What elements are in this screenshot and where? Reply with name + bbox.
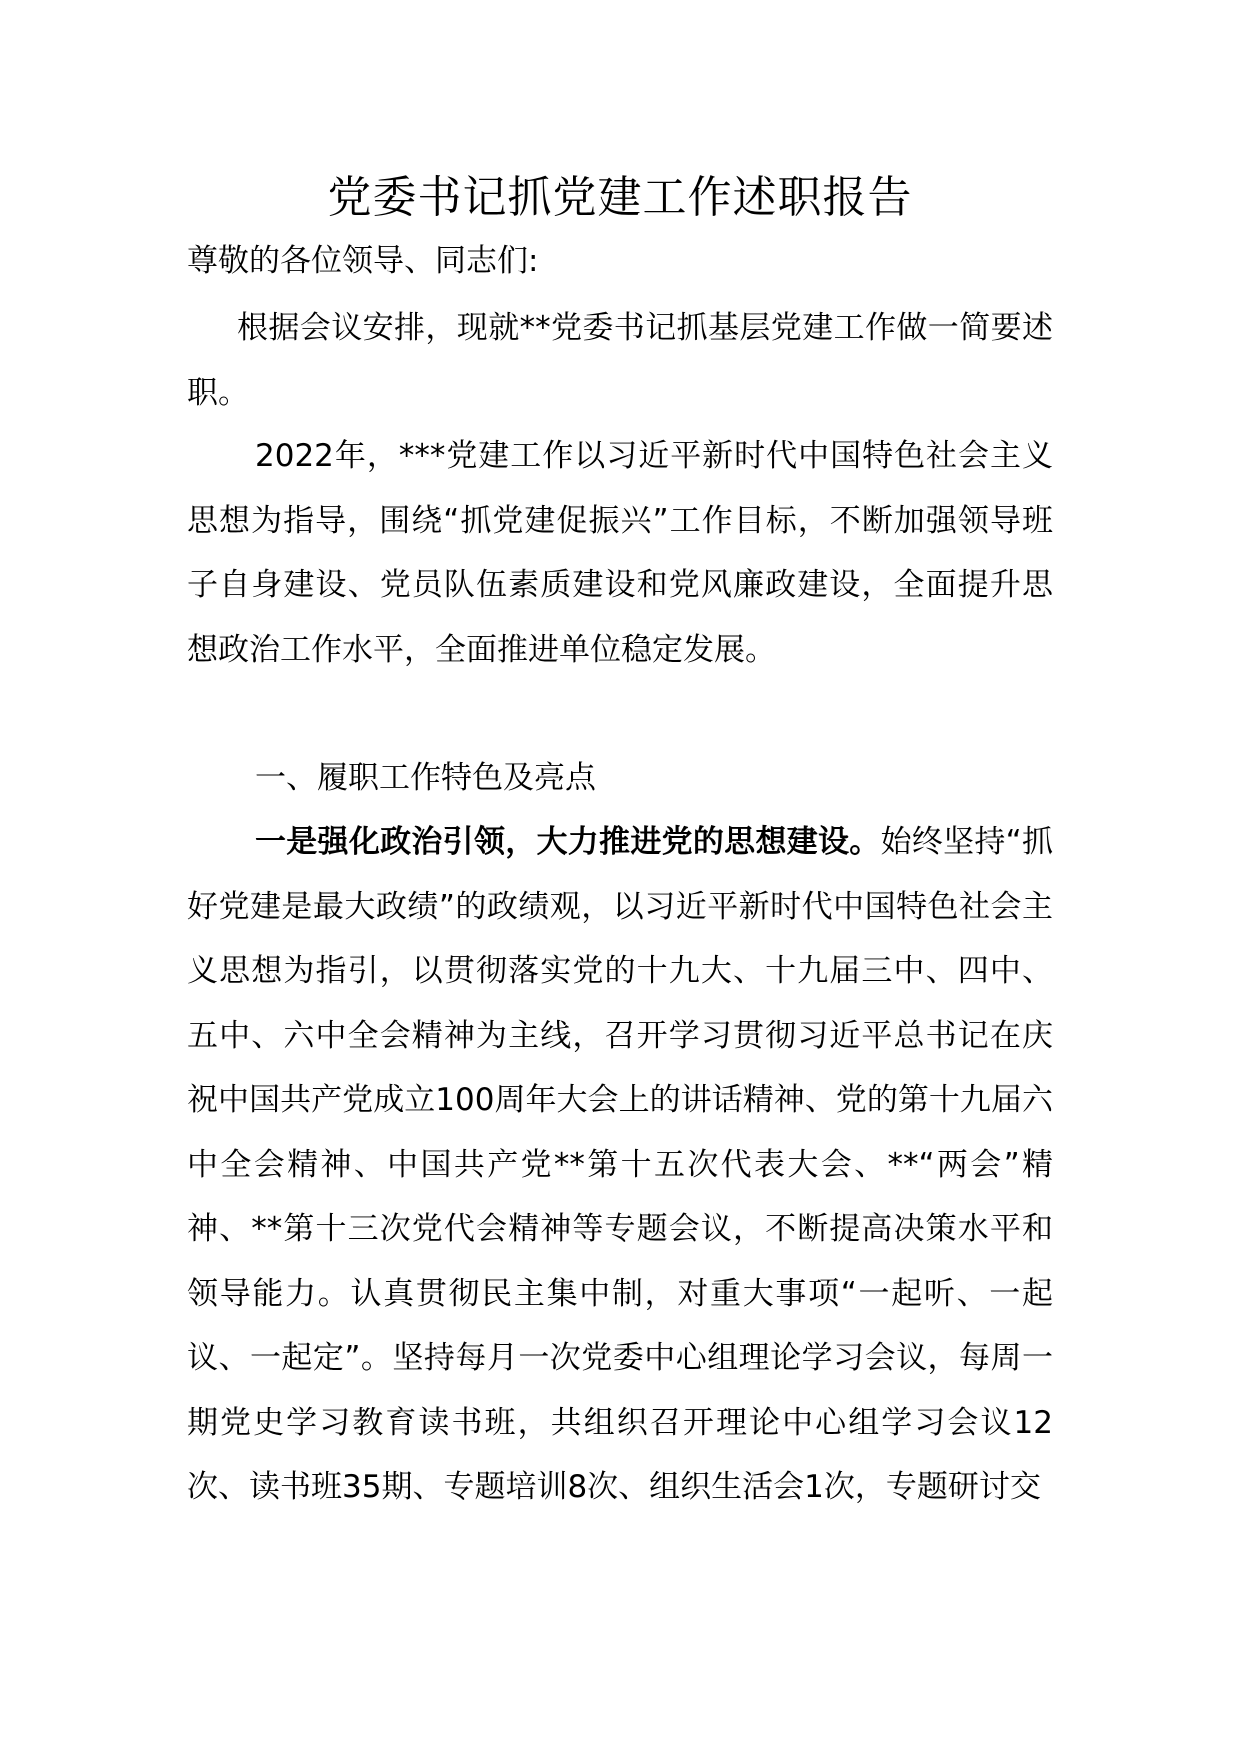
section-heading: 一、履职工作特色及亮点 (255, 760, 596, 796)
document-title: 党委书记抓党建工作述职报告 (327, 172, 913, 223)
paragraph-political-leadership (187, 810, 1053, 1520)
paragraph-body-text: 始终坚持“抓好党建是最大政绩”的政绩观，以习近平新时代中国特色社会主义思想为指引，以贯彻落实党的十九大、十九届三中、四中、五中、六中全会精神为主线，召开学习贯彻习近平总书记在庆祝中国共产党成立100周年大会上的讲话精神、党的第十九届六中全会精神、中国共产党**第十五次代表大会、**“两会”精神、**第十三次党代会精神等专题会议，不断提高决策水平和领导能力。认真贯彻民主集中制，对重大事项“一起听、一起议、一起定”。坚持每月一次党委中心组理论学习会议，每周一期党史学习教育读书班，共组织召开理论中心组学习会议12次、读书班35期、专题培训8次、组织生活会1次，专题研讨交 (187, 824, 1054, 1505)
paragraph-overview: 2022年，***党建工作以习近平新时代中国特色社会主义思想为指导，围绕“抓党建促振兴”工作目标，不断加强领导班子自身建设、党员队伍素质建设和党风廉政建设，全面提升思想政治工作水平，全面推进单位稳定发展。 (187, 438, 1053, 668)
paragraph-lead-sentence: 一是强化政治引领，大力推进党的思想建设。 (255, 824, 881, 860)
paragraph-intro: 根据会议安排，现就**党委书记抓基层党建工作做一简要述职。 (187, 310, 1053, 411)
salutation: 尊敬的各位领导、同志们: (187, 243, 539, 279)
